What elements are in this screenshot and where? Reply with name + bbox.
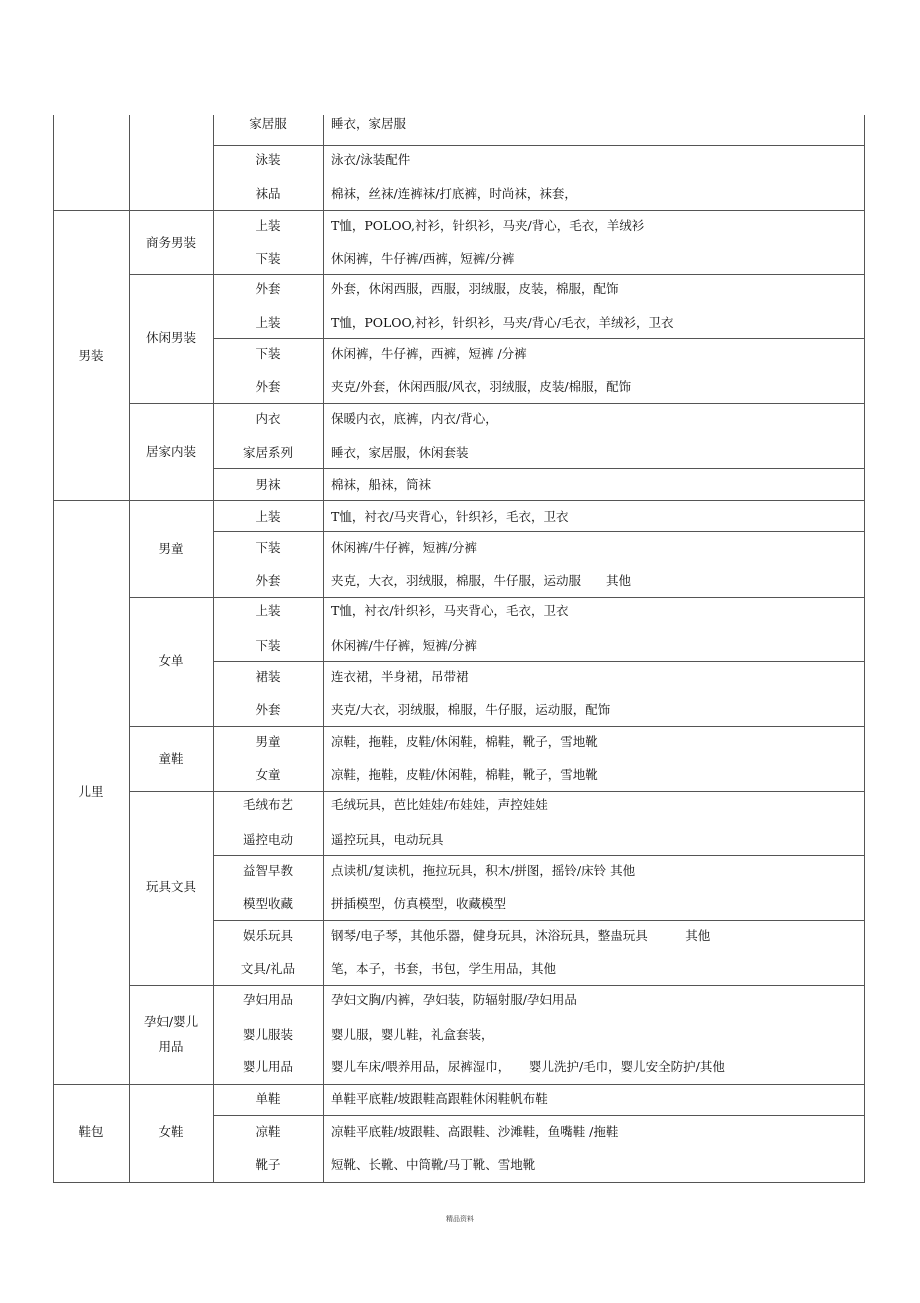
row-subcategory: 家居服 [249, 116, 287, 131]
row-items: 凉鞋平底鞋/坡跟鞋、高跟鞋、沙滩鞋，鱼嘴鞋 /拖鞋 [331, 1124, 619, 1139]
group-label: 休闲男装 [145, 330, 197, 345]
row-items: 休闲裤/牛仔裤，短裤/分裤 [331, 638, 477, 653]
table-rule [213, 855, 865, 856]
row-items: T恤，POLOO,衬衫，针织衫，马夹/背心/毛衣，羊绒衫，卫衣 [331, 315, 674, 330]
row-items: 夹克，大衣，羽绒服，棉服，牛仔服，运动服 其他 [331, 573, 632, 588]
table-rule [213, 1115, 865, 1116]
row-items: 笔，本子，书套，书包，学生用品，其他 [331, 961, 557, 976]
row-subcategory: 孕妇用品 [242, 992, 294, 1007]
group-label: 女单 [158, 652, 184, 668]
row-items: 睡衣，家居服，休闲套装 [331, 445, 469, 460]
row-items: T恤，衬衣/马夹背心，针织衫，毛衣，卫衣 [331, 509, 569, 524]
row-items: 毛绒玩具，芭比娃娃/布娃娃，声控娃娃 [331, 797, 548, 812]
footer-note: 精品资料 [446, 1215, 474, 1223]
group-label: 玩具文具 [145, 879, 197, 894]
row-items: 钢琴/电子琴，其他乐器，健身玩具，沐浴玩具，整蛊玩具 其他 [331, 928, 711, 943]
table-rule [213, 468, 865, 469]
row-items: 泳衣/泳装配件 [331, 152, 411, 167]
row-items: 连衣裙，半身裙，吊带裙 [331, 669, 469, 684]
table-rule [129, 115, 130, 1183]
row-subcategory: 上装 [255, 218, 281, 233]
row-items: 单鞋平底鞋/坡跟鞋高跟鞋休闲鞋帆布鞋 [331, 1091, 548, 1106]
row-subcategory: 靴子 [255, 1157, 281, 1172]
row-subcategory: 上装 [255, 509, 281, 524]
row-subcategory: 男袜 [255, 477, 281, 492]
row-items: T恤，衬衣/针织衫，马夹背心，毛衣，卫衣 [331, 603, 569, 618]
row-subcategory: 婴儿服装 [242, 1027, 294, 1042]
group-label: 童鞋 [158, 750, 184, 766]
row-subcategory: 毛绒布艺 [242, 797, 294, 812]
row-subcategory: 下装 [255, 638, 281, 653]
group-label: 女鞋 [158, 1124, 184, 1139]
row-subcategory: 模型收藏 [242, 896, 294, 911]
row-subcategory: 外套 [255, 573, 281, 588]
table-rule [129, 726, 865, 727]
group-label: 居家内装 [145, 444, 197, 459]
table-rule [864, 115, 865, 1183]
row-subcategory: 外套 [255, 702, 281, 717]
table-rule [213, 661, 865, 662]
table-rule [213, 145, 865, 146]
row-items: 保暖内衣，底裤，内衣/背心， [331, 411, 498, 426]
row-subcategory: 下装 [255, 540, 281, 555]
row-subcategory: 内衣 [255, 411, 281, 426]
row-subcategory: 益智早教 [242, 863, 294, 878]
table-rule [213, 531, 865, 532]
table-rule [53, 115, 54, 1183]
category-label: 男装 [78, 347, 104, 363]
row-subcategory: 袜品 [255, 186, 281, 201]
group-label: 男童 [158, 541, 184, 556]
table-rule [213, 115, 214, 1183]
row-items: 短靴、长靴、中筒靴/马丁靴、雪地靴 [331, 1157, 536, 1172]
table-rule [213, 338, 865, 339]
row-subcategory: 外套 [255, 281, 281, 296]
row-subcategory: 娱乐玩具 [242, 928, 294, 943]
table-rule [129, 403, 865, 404]
table-rule [129, 274, 865, 275]
row-subcategory: 外套 [255, 379, 281, 394]
row-items: 棉袜，丝袜/连裤袜/打底裤，时尚袜，袜套， [331, 186, 577, 201]
table-rule [129, 597, 865, 598]
row-items: 婴儿车床/喂养用品，尿裤湿巾， 婴儿洗护/毛巾，婴儿安全防护/其他 [331, 1059, 725, 1074]
row-items: 遥控玩具，电动玩具 [331, 832, 444, 847]
group-label: 商务男装 [145, 234, 197, 250]
group-label: 孕妇/婴儿 用品 [143, 1013, 199, 1054]
row-subcategory: 单鞋 [255, 1091, 281, 1106]
row-items: 拼插模型，仿真模型，收藏模型 [331, 896, 507, 911]
row-subcategory: 裙装 [255, 669, 281, 684]
table-rule [129, 985, 865, 986]
row-subcategory: 上装 [255, 603, 281, 618]
table-rule [213, 920, 865, 921]
row-items: 休闲裤，牛仔裤，西裤，短裤 /分裤 [331, 346, 527, 361]
row-items: 夹克/大衣，羽绒服，棉服，牛仔服，运动服，配饰 [331, 702, 611, 717]
row-subcategory: 凉鞋 [255, 1124, 281, 1139]
row-subcategory: 婴儿用品 [242, 1059, 294, 1074]
row-items: 外套，休闲西服，西服，羽绒服，皮装，棉服，配饰 [331, 281, 619, 296]
row-items: 棉袜，船袜，筒袜 [331, 477, 432, 492]
table-rule [53, 1182, 865, 1183]
row-items: 凉鞋，拖鞋，皮鞋/休闲鞋，棉鞋，靴子，雪地靴 [331, 767, 598, 782]
row-items: T恤，POLOO,衬衫，针织衫，马夹/背心，毛衣，羊绒衫 [331, 218, 645, 233]
row-items: 婴儿服，婴儿鞋，礼盒套装， [331, 1027, 494, 1042]
row-items: 休闲裤/牛仔裤，短裤/分裤 [331, 540, 477, 555]
table-rule [323, 115, 324, 1183]
row-subcategory: 上装 [255, 315, 281, 330]
row-subcategory: 遥控电动 [242, 832, 294, 847]
table-rule [53, 1084, 865, 1085]
row-subcategory: 家居系列 [242, 445, 294, 460]
row-subcategory: 下装 [255, 346, 281, 361]
row-items: 凉鞋，拖鞋，皮鞋/休闲鞋，棉鞋，靴子，雪地靴 [331, 734, 598, 749]
table-rule [53, 210, 865, 211]
row-subcategory: 女童 [255, 767, 281, 782]
row-items: 点读机/复读机，拖拉玩具，积木/拼图，摇铃/床铃 其他 [331, 863, 636, 878]
row-items: 孕妇文胸/内裤，孕妇装，防辐射服/孕妇用品 [331, 992, 577, 1007]
table-rule [129, 791, 865, 792]
row-subcategory: 下装 [255, 251, 281, 266]
row-subcategory: 男童 [255, 734, 281, 749]
row-items: 睡衣，家居服 [331, 116, 407, 131]
row-subcategory: 泳装 [255, 152, 281, 167]
table-rule [53, 500, 865, 501]
row-subcategory: 文具/礼品 [240, 961, 296, 976]
row-items: 休闲裤，牛仔裤/西裤，短裤/分裤 [331, 251, 515, 266]
category-label: 儿里 [78, 784, 104, 799]
row-items: 夹克/外套，休闲西服/风衣，羽绒服，皮装/棉服，配饰 [331, 379, 632, 394]
category-label: 鞋包 [78, 1124, 104, 1139]
